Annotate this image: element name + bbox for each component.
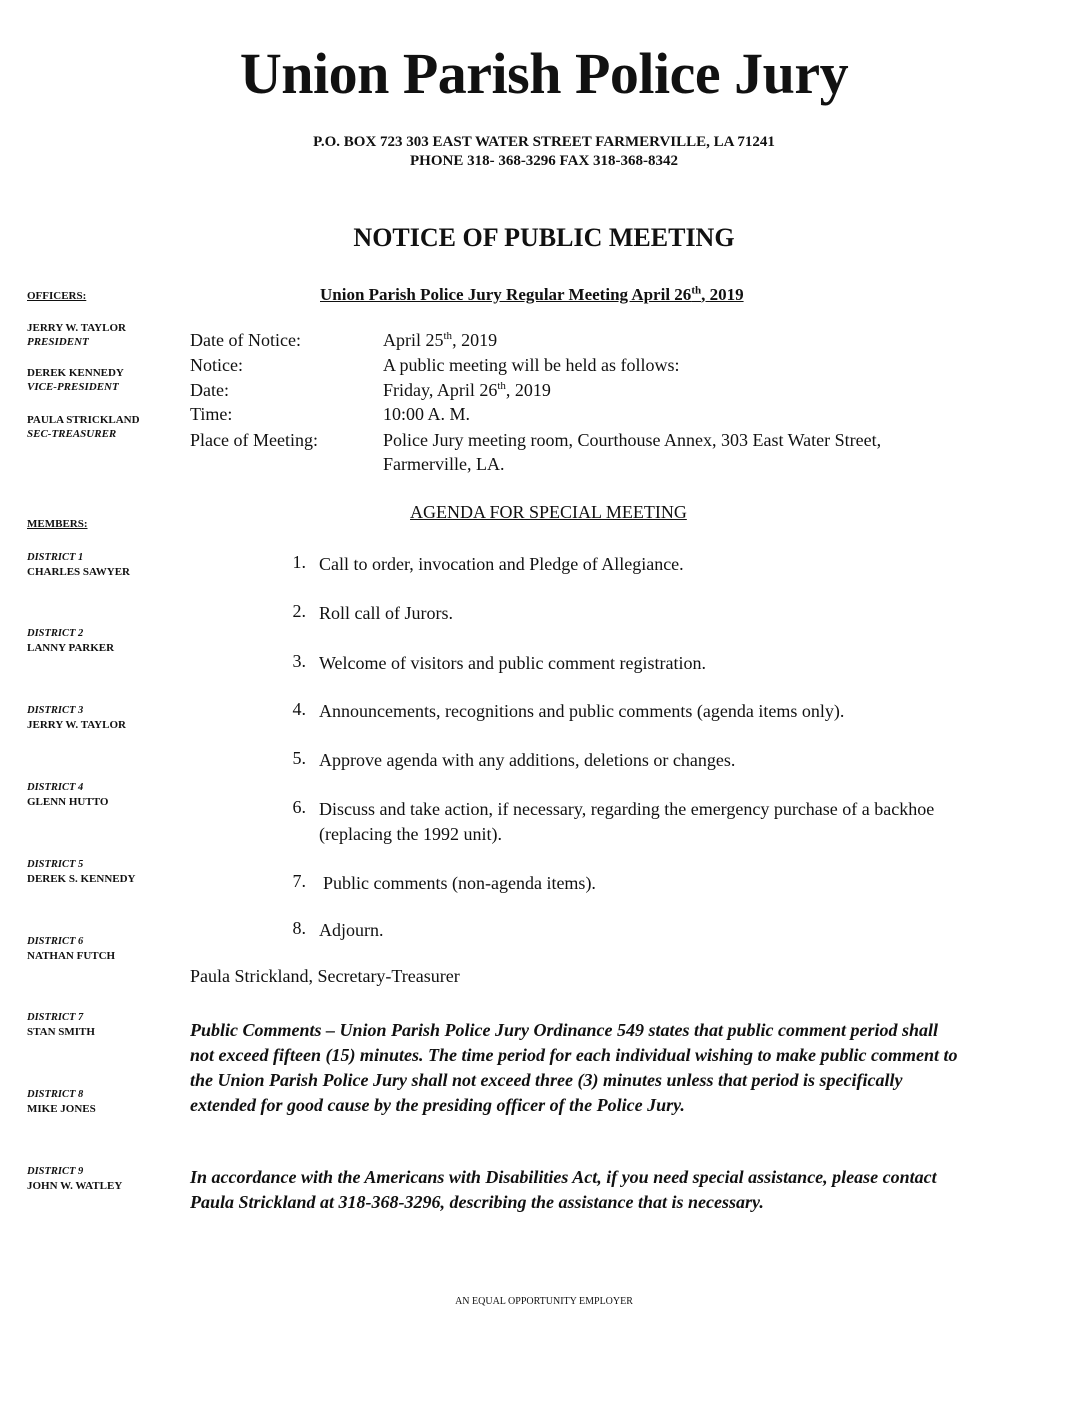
agenda-item-number: 7.	[292, 871, 306, 891]
date-of-notice-value: April 25th, 2019	[383, 330, 498, 350]
agenda-item-number: 6.	[292, 797, 306, 817]
agenda-item-text: Roll call of Jurors.	[319, 603, 453, 623]
member-district: DISTRICT 7	[27, 1012, 84, 1023]
agenda-item-number: 3.	[292, 651, 306, 671]
member-name: DEREK S. KENNEDY	[27, 873, 136, 885]
public-comments-notice: Public Comments – Union Parish Police Jury Ordinance 549 states that public comment period shall not exceed fifteen (15) minutes. The time period for each individual wishing to make public comment to the Union Parish Police Jury shall not exceed three (3) minutes unless that period is specifically extended for good cause by the presiding officer of the Police Jury.	[190, 1020, 958, 1115]
agenda-item-text: Call to order, invocation and Pledge of Allegiance.	[319, 554, 684, 574]
agenda-item-number: 1.	[292, 552, 306, 572]
phone-line: PHONE 318- 368-3296 FAX 318-368-8342	[409, 153, 679, 169]
member-district: DISTRICT 2	[27, 628, 84, 639]
agenda-item-text: Approve agenda with any additions, deletions or changes.	[319, 750, 736, 770]
member-name: CHARLES SAWYER	[27, 566, 130, 578]
agenda-item-number: 5.	[292, 748, 306, 768]
date-value: Friday, April 26th, 2019	[383, 380, 551, 400]
member-district: DISTRICT 5	[27, 859, 84, 870]
date-of-notice-label: Date of Notice:	[190, 330, 301, 350]
ada-notice: In accordance with the Americans with Disabilities Act, if you need special assistance, please contact Paula Strickland at 318-368-3296, describing the assistance that is necessary.	[190, 1167, 937, 1212]
date-label: Date:	[190, 380, 229, 400]
officer-title: VICE-PRESIDENT	[27, 381, 119, 393]
officer-title: PRESIDENT	[27, 336, 89, 348]
officer-name: JERRY W. TAYLOR	[27, 322, 126, 334]
address-line: P.O. BOX 723 303 EAST WATER STREET FARMERVILLE, LA 71241	[313, 134, 775, 150]
member-name: MIKE JONES	[27, 1103, 96, 1115]
place-value: Police Jury meeting room, Courthouse Annex, 303 East Water Street, Farmerville, LA.	[383, 430, 882, 474]
member-name: JERRY W. TAYLOR	[27, 719, 126, 731]
agenda-item-text: Public comments (non-agenda items).	[323, 873, 596, 893]
organization-title: Union Parish Police Jury	[239, 41, 849, 106]
agenda-item-number: 4.	[292, 699, 306, 719]
agenda-heading: AGENDA FOR SPECIAL MEETING	[410, 502, 687, 522]
member-name: GLENN HUTTO	[27, 796, 109, 808]
time-label: Time:	[190, 404, 233, 424]
agenda-item-text: Discuss and take action, if necessary, regarding the emergency purchase of a backhoe (replacing the 1992 unit).	[319, 799, 935, 844]
officers-heading: OFFICERS:	[27, 290, 87, 302]
member-district: DISTRICT 3	[27, 705, 84, 716]
agenda-item-text: Announcements, recognitions and public comments (agenda items only).	[319, 701, 845, 721]
member-name: STAN SMITH	[27, 1026, 95, 1038]
signature-line: Paula Strickland, Secretary-Treasurer	[190, 966, 460, 986]
notice-heading: NOTICE OF PUBLIC MEETING	[353, 223, 735, 252]
agenda-item-number: 8.	[292, 918, 306, 938]
officer-name: DEREK KENNEDY	[27, 367, 124, 379]
member-district: DISTRICT 4	[27, 782, 84, 793]
place-label: Place of Meeting:	[190, 430, 318, 450]
agenda-item-text: Adjourn.	[319, 920, 384, 940]
notice-value: A public meeting will be held as follows:	[383, 355, 680, 375]
member-district: DISTRICT 1	[27, 552, 84, 563]
member-district: DISTRICT 8	[27, 1089, 84, 1100]
member-district: DISTRICT 6	[27, 936, 84, 947]
meeting-title: Union Parish Police Jury Regular Meeting April 26th, 2019	[320, 284, 744, 304]
officer-name: PAULA STRICKLAND	[27, 414, 140, 426]
agenda-item-number: 2.	[292, 601, 306, 621]
members-heading: MEMBERS:	[27, 518, 88, 530]
notice-label: Notice:	[190, 355, 243, 375]
agenda-item-text: Welcome of visitors and public comment registration.	[319, 653, 706, 673]
member-name: LANNY PARKER	[27, 642, 115, 654]
footer-text: AN EQUAL OPPORTUNITY EMPLOYER	[455, 1296, 633, 1307]
member-name: JOHN W. WATLEY	[27, 1180, 123, 1192]
time-value: 10:00 A. M.	[383, 404, 471, 424]
officer-title: SEC-TREASURER	[27, 428, 117, 440]
member-name: NATHAN FUTCH	[27, 950, 116, 962]
member-district: DISTRICT 9	[27, 1166, 84, 1177]
